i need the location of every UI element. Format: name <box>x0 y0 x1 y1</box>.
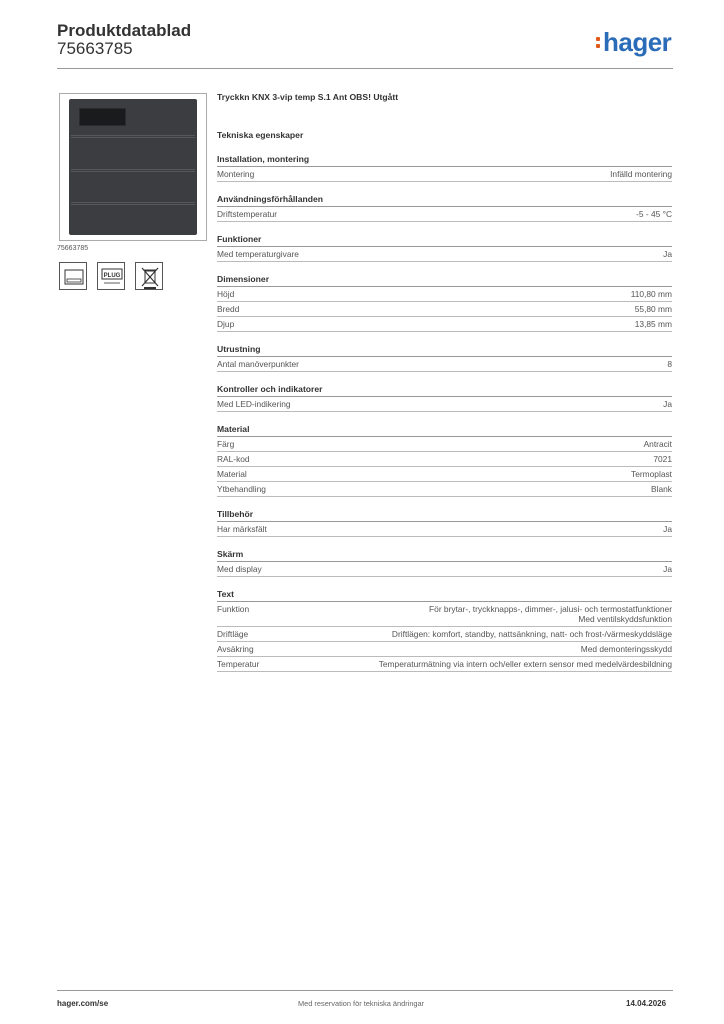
spec-value <box>631 289 672 299</box>
section-title: Installation, montering <box>217 154 672 167</box>
spec-section <box>217 274 672 332</box>
spec-value-line: 110,80 mm <box>630 289 672 299</box>
spec-value <box>631 469 672 479</box>
spec-row <box>217 287 672 302</box>
spec-value-line: Ja <box>663 249 672 259</box>
spec-row <box>217 167 672 182</box>
spec-label: Färg <box>217 439 235 449</box>
spec-value-line: Antracit <box>643 439 672 449</box>
spec-value <box>653 454 672 464</box>
spec-label: Med temperaturgivare <box>217 249 299 259</box>
spec-row <box>217 467 672 482</box>
spec-row <box>217 562 672 577</box>
device-illustration <box>69 99 197 235</box>
spec-value-line: 55,80 mm <box>634 304 672 314</box>
spec-row <box>217 317 672 332</box>
spec-row <box>217 437 672 452</box>
spec-value-line: -5 - 45 °C <box>636 209 672 219</box>
plug-icon <box>97 262 125 290</box>
spec-row <box>217 602 672 627</box>
spec-value-line: Med demonteringsskydd <box>580 644 672 654</box>
section-title: Funktioner <box>217 234 672 247</box>
spec-value-line: Driftlägen: komfort, standby, nattsänkning, natt- och frost-/värmeskyddsläge <box>391 629 672 639</box>
spec-label: Funktion <box>217 604 250 614</box>
spec-value <box>651 484 672 494</box>
spec-row <box>217 207 672 222</box>
spec-section <box>217 384 672 412</box>
section-title: Dimensioner <box>217 274 672 287</box>
section-title: Utrustning <box>217 344 672 357</box>
spec-value-line: Temperaturmätning via intern och/eller extern sensor med medelvärdesbildning <box>378 659 672 669</box>
spec-row <box>217 482 672 497</box>
spec-label: Med display <box>217 564 262 574</box>
spec-value-line: 13,85 mm <box>634 319 672 329</box>
spec-section <box>217 549 672 577</box>
device-display <box>79 108 126 126</box>
spec-value <box>635 304 672 314</box>
spec-value <box>663 399 672 409</box>
section-title: Skärm <box>217 549 672 562</box>
spec-value-line: Ja <box>663 524 672 534</box>
spec-label: Med LED-indikering <box>217 399 291 409</box>
spec-label: Driftstemperatur <box>217 209 278 219</box>
product-image <box>59 93 207 241</box>
spec-row <box>217 657 672 672</box>
hager-logo <box>596 27 671 58</box>
spec-value <box>379 659 672 669</box>
plug-icon-text: PLUG <box>103 273 121 279</box>
spec-section <box>217 194 672 222</box>
header-divider <box>57 68 673 69</box>
spec-value <box>663 249 672 259</box>
spec-row <box>217 357 672 372</box>
spec-value <box>429 604 672 624</box>
knx-icon <box>59 262 87 290</box>
spec-row <box>217 397 672 412</box>
section-title: Användningsförhållanden <box>217 194 672 207</box>
weee-bin-icon <box>135 262 163 290</box>
spec-row <box>217 627 672 642</box>
spec-section <box>217 509 672 537</box>
spec-value-line: Blank <box>651 484 672 494</box>
spec-content <box>217 92 672 684</box>
spec-label: Driftläge <box>217 629 249 639</box>
spec-value <box>636 209 672 219</box>
spec-value <box>635 319 672 329</box>
spec-value <box>610 169 672 179</box>
spec-row <box>217 302 672 317</box>
footer-disclaimer: Med reservation för tekniska ändringar <box>298 999 425 1008</box>
spec-row <box>217 642 672 657</box>
footer-divider <box>57 990 673 991</box>
spec-section <box>217 154 672 182</box>
spec-label: Antal manöverpunkter <box>217 359 299 369</box>
spec-value-line: 7021 <box>653 454 672 464</box>
spec-label: Ytbehandling <box>217 484 266 494</box>
spec-section <box>217 234 672 262</box>
spec-label: Material <box>217 469 247 479</box>
spec-section <box>217 424 672 497</box>
spec-section <box>217 589 672 672</box>
spec-value <box>392 629 672 639</box>
image-caption: 75663785 <box>57 245 89 252</box>
section-title: Text <box>217 589 672 602</box>
spec-label: Djup <box>217 319 235 329</box>
spec-value-line: Termoplast <box>631 469 672 479</box>
section-title: Tillbehör <box>217 509 672 522</box>
spec-section <box>217 344 672 372</box>
spec-value-line: Ja <box>663 564 672 574</box>
section-title: Material <box>217 424 672 437</box>
spec-value-line: Infälld montering <box>610 169 672 179</box>
section-title: Kontroller och indikatorer <box>217 384 672 397</box>
spec-value <box>663 524 672 534</box>
spec-label: RAL-kod <box>217 454 250 464</box>
footer-website: hager.com/se <box>57 999 109 1008</box>
spec-value-line: För brytar-, tryckknapps-, dimmer-, jalusi- och termostatfunktioner <box>429 604 672 614</box>
spec-row <box>217 247 672 262</box>
spec-sections <box>217 154 672 672</box>
tech-title: Tekniska egenskaper <box>217 130 304 140</box>
spec-value-line: 8 <box>667 359 672 369</box>
product-number: 75663785 <box>57 39 133 58</box>
page-title: Produktdatablad <box>57 21 192 40</box>
logo-dots-icon <box>596 34 601 51</box>
spec-value <box>663 564 672 574</box>
spec-label: Höjd <box>217 289 235 299</box>
spec-label: Bredd <box>217 304 240 314</box>
spec-value <box>644 439 672 449</box>
logo-text: hager <box>603 27 672 57</box>
spec-row <box>217 452 672 467</box>
spec-row <box>217 522 672 537</box>
spec-label: Montering <box>217 169 255 179</box>
spec-value <box>667 359 672 369</box>
product-name: Tryckkn KNX 3-vip temp S.1 Ant OBS! Utgått <box>217 92 399 102</box>
spec-label: Avsäkring <box>217 644 254 654</box>
spec-label: Temperatur <box>217 659 260 669</box>
footer-date: 14.04.2026 <box>626 999 667 1008</box>
spec-value-line: Ja <box>663 399 672 409</box>
spec-label: Har märksfält <box>217 524 267 534</box>
spec-value-line: Med ventilskyddsfunktion <box>578 614 672 624</box>
spec-value <box>581 644 672 654</box>
